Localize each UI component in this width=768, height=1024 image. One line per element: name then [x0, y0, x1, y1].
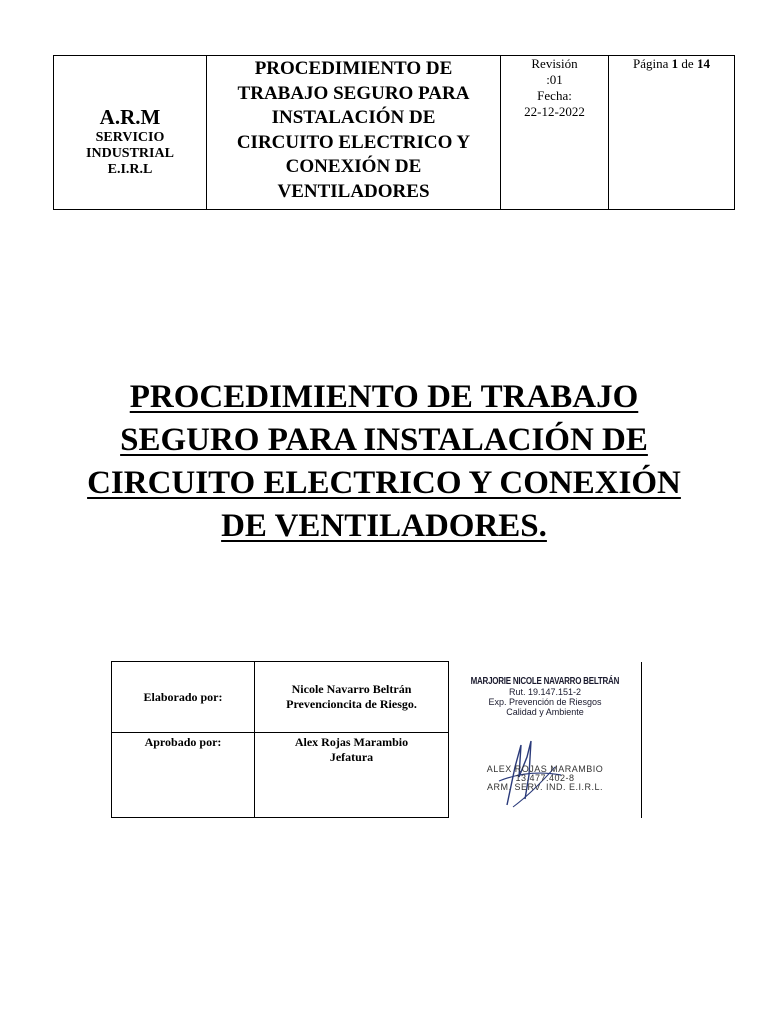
- header-title-line: CIRCUITO ELECTRICO Y: [236, 131, 471, 153]
- approved-stamp-company: ARM. SERV. IND. E.I.R.L.: [486, 781, 604, 792]
- approved-signature-cell: [449, 733, 642, 818]
- approved-name-cell: [255, 733, 449, 818]
- header-title-line: VENTILADORES: [277, 180, 430, 202]
- approved-stamp-name: ALEX ROJAS MARAMBIO: [486, 763, 604, 774]
- company-line-1: SERVICIO: [95, 130, 165, 145]
- page-current: 1: [671, 56, 679, 71]
- page-of: de: [681, 56, 694, 71]
- prepared-role-label: Elaborado por:: [143, 689, 223, 704]
- company-line-3: E.I.R.L: [107, 162, 153, 177]
- approved-position: Jefatura: [329, 750, 374, 764]
- header-title-line: PROCEDIMIENTO DE: [254, 58, 453, 79]
- page-total: 14: [696, 56, 710, 71]
- header-title-line: INSTALACIÓN DE: [271, 107, 436, 128]
- approved-stamp-rut: 13.477.402-8: [515, 772, 575, 783]
- header-title-line: TRABAJO SEGURO PARA: [237, 82, 470, 104]
- prepared-signature-cell: [449, 662, 642, 733]
- page-label: Página: [633, 56, 669, 71]
- signature-table: [111, 661, 642, 818]
- approved-role-cell: [112, 733, 255, 818]
- page-number: [609, 56, 734, 72]
- company-cell: [54, 56, 207, 210]
- prepared-role-cell: [112, 662, 255, 733]
- prepared-name-cell: [255, 662, 449, 733]
- header-title-line: CONEXIÓN DE: [285, 156, 422, 177]
- main-title-line: CIRCUITO ELECTRICO Y CONEXIÓN: [87, 465, 681, 501]
- date-value: 22-12-2022: [524, 104, 585, 119]
- header-title-cell: [207, 56, 501, 210]
- prepared-position: Prevencioncita de Riesgo.: [286, 697, 417, 711]
- approved-stamp: [449, 765, 641, 792]
- prepared-name: Nicole Navarro Beltrán: [291, 682, 412, 696]
- main-title: [60, 376, 708, 548]
- approved-role-label: Aprobado por:: [144, 735, 222, 749]
- main-title-line: PROCEDIMIENTO DE TRABAJO: [129, 379, 639, 415]
- prepared-stamp: [449, 676, 641, 717]
- document-header-table: [53, 55, 735, 210]
- prepared-stamp-line2: Calidad y Ambiente: [506, 706, 584, 717]
- company-line-2: INDUSTRIAL: [86, 146, 174, 161]
- revision-cell: [501, 56, 609, 210]
- revision-label: Revisión: [531, 56, 578, 71]
- date-label: Fecha:: [537, 88, 572, 103]
- revision-value: :01: [546, 72, 563, 87]
- prepared-stamp-rut: Rut. 19.147.151-2: [508, 686, 582, 697]
- approved-name: Alex Rojas Marambio: [294, 735, 409, 749]
- company-name: A.R.M: [99, 105, 161, 129]
- main-title-line: DE VENTILADORES.: [221, 508, 547, 544]
- prepared-stamp-name: MARJORIE NICOLE NAVARRO BELTRÁN: [470, 675, 620, 687]
- prepared-stamp-line1: Exp. Prevención de Riesgos: [488, 696, 602, 707]
- page-cell: [609, 56, 735, 210]
- main-title-line: SEGURO PARA INSTALACIÓN DE: [120, 422, 648, 458]
